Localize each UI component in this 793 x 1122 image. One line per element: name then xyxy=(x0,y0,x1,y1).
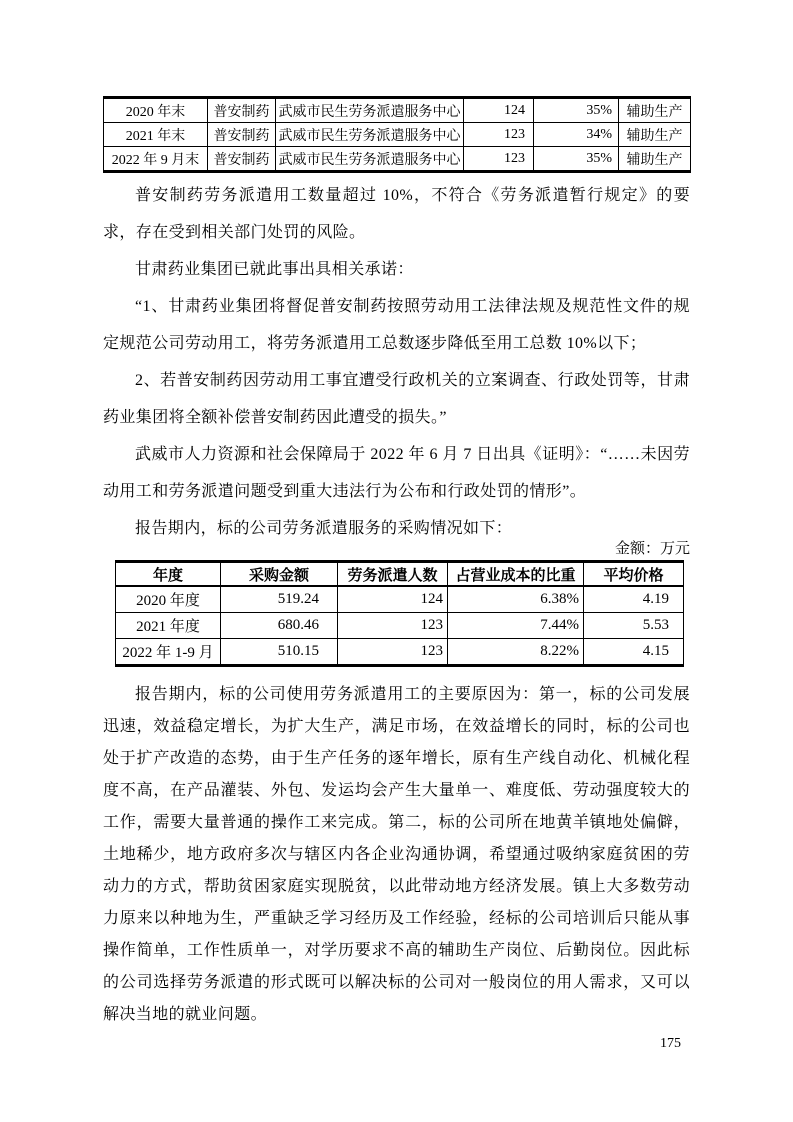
table-header-year: 年度 xyxy=(116,562,221,587)
table-row xyxy=(104,147,691,172)
table-cell-company: 普安制药 xyxy=(208,123,276,147)
table-cell-role: 辅助生产 xyxy=(619,98,691,123)
table-cell-cost-ratio: 7.44% xyxy=(448,613,584,639)
table-cell-period: 2020 年末 xyxy=(104,98,208,123)
table-cell-cost-ratio: 8.22% xyxy=(448,639,584,666)
table-cell-headcount: 123 xyxy=(338,639,448,666)
table-cell-headcount: 124 xyxy=(464,98,534,123)
unit-note: 金额：万元 xyxy=(614,541,690,557)
table-cell-amount: 680.46 xyxy=(221,613,338,639)
table-cell-headcount: 123 xyxy=(464,123,534,147)
table-cell-agency: 武威市民生劳务派遣服务中心 xyxy=(276,147,464,172)
table-cell-avg-price: 5.53 xyxy=(584,613,684,639)
table-row xyxy=(104,123,691,147)
table-row xyxy=(116,586,684,613)
table-cell-amount: 510.15 xyxy=(221,639,338,666)
table-cell-year: 2022 年 1-9 月 xyxy=(116,639,221,666)
table-cell-role: 辅助生产 xyxy=(619,147,691,172)
paragraph-commitment-1: “1、甘肃药业集团将督促普安制药按照劳动用工法律法规及规范性文件的规定规范公司劳动用工，将劳务派遣用工总数逐步降低至用工总数 10%以下； xyxy=(103,298,690,352)
table-cell-avg-price: 4.19 xyxy=(584,586,684,613)
table-cell-role: 辅助生产 xyxy=(619,123,691,147)
table-row xyxy=(116,613,684,639)
table-cell-period: 2021 年末 xyxy=(104,123,208,147)
table-cell-cost-ratio: 6.38% xyxy=(448,586,584,613)
page-number: 175 xyxy=(660,1036,681,1051)
table-header-avg-price: 平均价格 xyxy=(584,562,684,587)
table-cell-ratio: 35% xyxy=(534,147,619,172)
paragraph-reasons: 报告期内，标的公司使用劳务派遣用工的主要原因为：第一，标的公司发展迅速，效益稳定增长，为扩大生产，满足市场，在效益增长的同时，标的公司也处于扩产改造的态势，由于生产任务的逐年增长，原有生产线自动化、机械化程度不高，在产品灌装、外包、发运均会产生大量单一、难度低、劳动强度较大的工作，需要大量普通的操作工来完成。第二，标的公司所在地黄羊镇地处偏僻，土地稀少，地方政府多次与辖区内各企业沟通协调，希望通过吸纳家庭贫困的劳动力的方式，帮助贫困家庭实现脱贫，以此带动地方经济发展。镇上大多数劳动力原来以种地为生，严重缺乏学习经历及工作经验，经标的公司培训后只能从事操作简单，工作性质单一，对学历要求不高的辅助生产岗位、后勤岗位。因此标的公司选择劳务派遣的形式既可以解决标的公司对一般岗位的用人需求，又可以解决当地的就业问题。 xyxy=(103,686,690,1023)
paragraph-commitment-intro: 甘肃药业集团已就此事出具相关承诺： xyxy=(135,261,414,278)
table-cell-headcount: 123 xyxy=(338,613,448,639)
paragraph-table-intro: 报告期内，标的公司劳务派遣服务的采购情况如下： xyxy=(135,520,513,537)
body-text xyxy=(103,177,690,547)
table-row xyxy=(116,639,684,666)
table-cell-agency: 武威市民生劳务派遣服务中心 xyxy=(276,123,464,147)
purchase-table xyxy=(115,560,684,667)
table-header-row xyxy=(116,562,684,587)
paragraph-commitment-2: 2、若普安制药因劳动用工事宜遭受行政机关的立案调查、行政处罚等，甘肃药业集团将全额补偿普安制药因此遭受的损失。” xyxy=(103,372,690,426)
table-cell-company: 普安制药 xyxy=(208,147,276,172)
paragraph-risk: 普安制药劳务派遣用工数量超过 10%，不符合《劳务派遣暂行规定》的要求，存在受到相关部门处罚的风险。 xyxy=(103,187,690,241)
paragraph-certificate: 武威市人力资源和社会保障局于 2022 年 6 月 7 日出具《证明》：“……未因劳动用工和劳务派遣问题受到重大违法行为公布和行政处罚的情形”。 xyxy=(103,446,690,500)
table-cell-period: 2022 年 9 月末 xyxy=(104,147,208,172)
table-header-cost-ratio: 占营业成本的比重 xyxy=(448,562,584,587)
page-content xyxy=(103,96,690,1031)
table-cell-year: 2020 年度 xyxy=(116,586,221,613)
table-cell-year: 2021 年度 xyxy=(116,613,221,639)
table-cell-company: 普安制药 xyxy=(208,98,276,123)
table-cell-agency: 武威市民生劳务派遣服务中心 xyxy=(276,98,464,123)
table-header-amount: 采购金额 xyxy=(221,562,338,587)
dispatch-table xyxy=(103,96,691,173)
table-header-headcount: 劳务派遣人数 xyxy=(338,562,448,587)
table-row xyxy=(104,98,691,123)
table-cell-ratio: 34% xyxy=(534,123,619,147)
table-cell-ratio: 35% xyxy=(534,98,619,123)
table-cell-headcount: 123 xyxy=(464,147,534,172)
table-cell-avg-price: 4.15 xyxy=(584,639,684,666)
table-cell-amount: 519.24 xyxy=(221,586,338,613)
table-cell-headcount: 124 xyxy=(338,586,448,613)
